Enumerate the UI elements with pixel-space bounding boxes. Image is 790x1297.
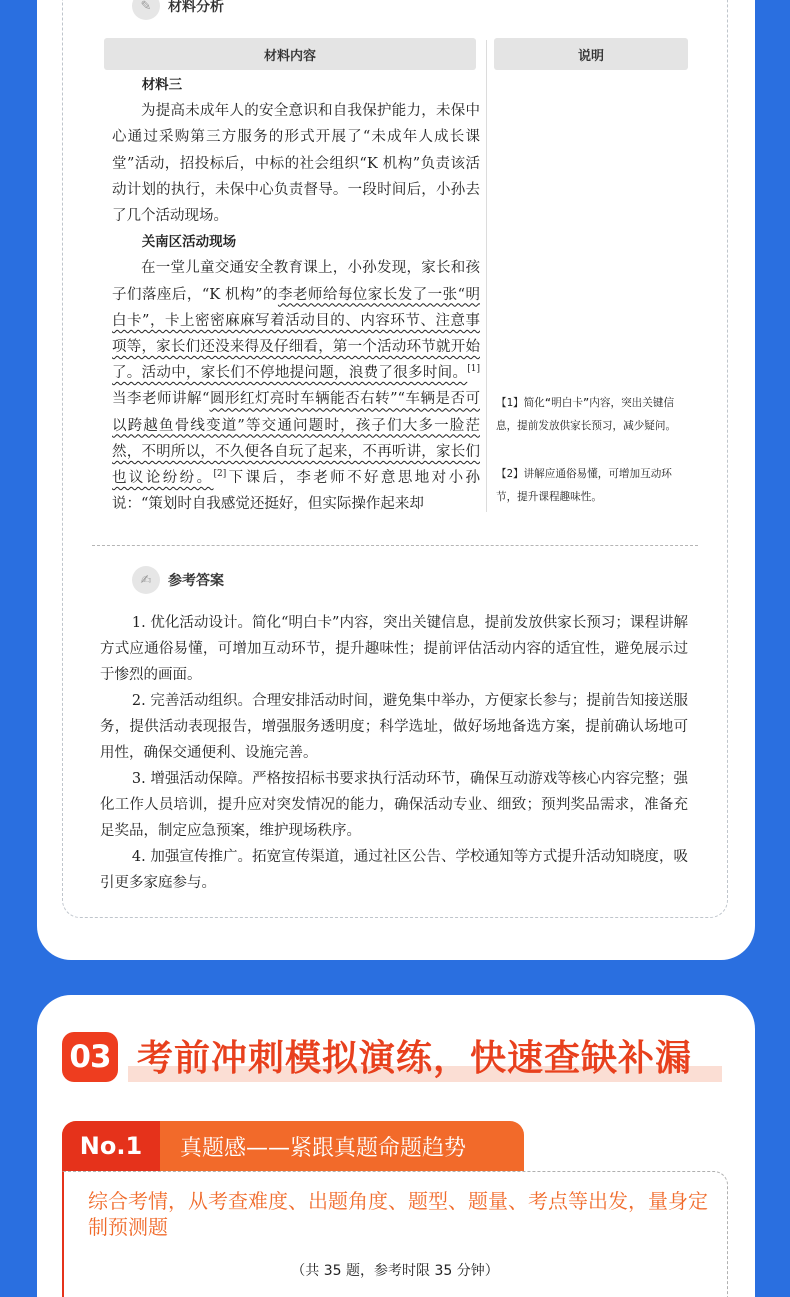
note-ref-2: [2] (213, 469, 227, 480)
feature-description: 综合考情，从考查难度、出题角度、题型、题量、考点等出发，量身定制预测题 (88, 1189, 708, 1239)
answer-item: 3. 增强活动保障。严格按招标书要求执行活动环节，确保互动游戏等核心内容完整；强化工作人员培训，提升应对突发情况的能力，确保活动专业、细致；预判奖品需求，准备充足奖品，制定应急预案，维护现场秩序。 (100, 771, 688, 839)
column-header-note: 说明 (494, 38, 688, 70)
column-header-content: 材料内容 (104, 38, 476, 70)
analysis-section-header (132, 0, 224, 20)
material-paragraph-1: 为提高未成年人的安全意识和自我保护能力，未保中心通过采购第三方服务的形式开展了“未成年人成长课堂”活动，招投标后，中标的社会组织“K 机构”负责该活动计划的执行，未保中心负责督导。一段时间后，小孙去了几个活动现场。 (112, 103, 480, 225)
answer-item: 1. 优化活动设计。简化“明白卡”内容，突出关键信息，提前发放供家长预习；课程讲解方式应通俗易懂，可增加互动环节，提升趣味性；提前评估活动内容的适宜性，避免展示过于惨烈的画面。 (100, 615, 688, 683)
para2-part-a: 在一堂儿童交通安全教育课上，小孙发现，家长和孩子们落座后，“K 机构”的 (112, 260, 480, 303)
feature-title: 考前冲刺模拟演练，快速查缺补漏 (137, 1038, 693, 1079)
section-divider (92, 545, 698, 546)
tab-title: 真题感——紧跟真题命题趋势 (180, 1135, 467, 1161)
feature-number-badge: 03 (62, 1032, 118, 1082)
column-divider (486, 40, 487, 512)
tab-number: No.1 (62, 1121, 160, 1171)
answers-section-header (132, 566, 224, 594)
feature-meta: （共 35 题，参考时限 35 分钟） (291, 1263, 499, 1279)
material-label: 材料三 (141, 77, 183, 93)
para2-part-e: 下课后，李老师不好意思地对小孙说：“策划时自我感觉还挺好，但实际操作起来却 (112, 470, 480, 513)
analysis-section-title: 材料分析 (168, 0, 224, 15)
material-paragraph-2 (112, 255, 480, 514)
feature-tab (62, 1121, 524, 1171)
answer-item: 2. 完善活动组织。合理安排活动时间，避免集中举办，方便家长参与；提前告知接送服务，提供活动表现报告，增强服务透明度；科学选址，做好场地备选方案，提前确认场地可用性，确保交通便利、设施完善。 (100, 693, 688, 761)
document-icon: ✎ (132, 0, 160, 20)
note-2: 【2】讲解应通俗易懂，可增加互动环节，提升课程趣味性。 (496, 468, 672, 503)
answers-section-title: 参考答案 (168, 573, 224, 589)
answer-icon: ✍ (132, 566, 160, 594)
note-1: 【1】简化“明白卡”内容，突出关键信息，提前发放供家长预习，减少疑问。 (496, 397, 677, 432)
material-text (112, 72, 480, 514)
answer-item: 4. 加强宣传推广。拓宽宣传渠道，通过社区公告、学校通知等方式提升活动知晓度，吸引更多家庭参与。 (100, 849, 688, 891)
para2-underlined-1: 李老师给每位家长发了一张“明白卡”，卡上密密麻麻写着活动目的、内容环节、注意事项等，家长们还没来得及仔细看，第一个活动环节就开始了。活动中，家长们不停地提问题，浪费了很多时间。 (112, 286, 480, 382)
material-subheading: 关南区活动现场 (141, 234, 237, 251)
para2-underlined-2: 圆形红灯亮时车辆能否右转”“车辆是否可以跨越鱼骨线变道”等交通问题时，孩子们大多一脸茫然，不明所以，不久便各自玩了起来，不再听讲，家长们也议论纷纷。 (112, 391, 480, 487)
answers-list (100, 610, 688, 896)
note-ref-1: [1] (467, 364, 480, 375)
para2-part-c: 当李老师讲解“ (112, 391, 210, 408)
